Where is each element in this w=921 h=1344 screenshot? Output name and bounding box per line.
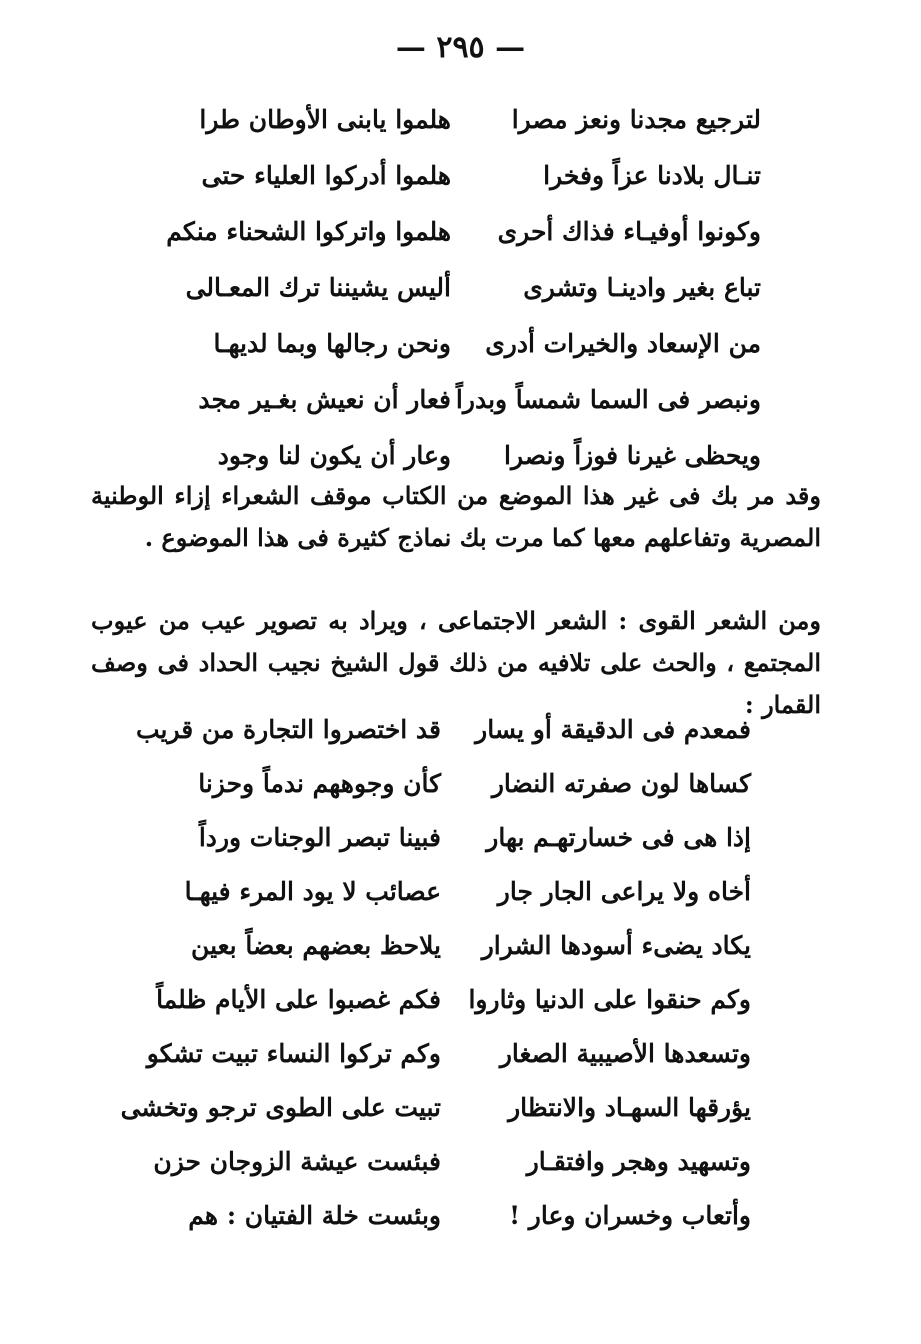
verse-second-hemistich: يكاد يضىء أسودها الشرار [481, 931, 751, 960]
verse-second-hemistich: لترجيع مجدنا ونعز مصرا [511, 105, 761, 134]
verse-first-hemistich: هلموا أدركوا العلياء حتى [201, 161, 451, 190]
verse-second-hemistich: كساها لون صفرته النضار [491, 769, 751, 798]
poem-verse [0, 980, 921, 1030]
verse-second-hemistich: وكونوا أوفيـاء فذاك أحرى [497, 217, 761, 246]
poem-verse [0, 268, 921, 318]
verse-first-hemistich: فبئست عيشة الزوجان حزن [153, 1147, 441, 1176]
verse-second-hemistich: وكم حنقوا على الدنيا وثاروا [468, 985, 751, 1014]
page-number: — ٢٩٥ — [395, 30, 526, 65]
poem-verse [0, 818, 921, 868]
verse-first-hemistich: تبيت على الطوى ترجو وتخشى [120, 1093, 441, 1122]
poem-verse [0, 156, 921, 206]
poem-verse [0, 380, 921, 430]
verse-first-hemistich: أليس يشيننا ترك المعـالى [185, 273, 451, 302]
poem-verse [0, 212, 921, 262]
verse-first-hemistich: وبئست خلة الفتيان : هم [188, 1201, 441, 1230]
poem-verse [0, 872, 921, 922]
poem-verse [0, 764, 921, 814]
verse-second-hemistich: ونبصر فى السما شمساً وبدراً [455, 385, 761, 414]
verse-second-hemistich: إذا هى فى خسارتهـم بهار [486, 823, 751, 852]
verse-first-hemistich: ونحن رجالها وبما لديهـا [213, 329, 451, 358]
verse-first-hemistich: فعار أن نعيش بغـير مجد [198, 385, 451, 414]
poem-verse [0, 926, 921, 976]
verse-first-hemistich: يلاحظ بعضهم بعضاً بعين [191, 931, 441, 960]
verse-second-hemistich: يؤرقها السهـاد والانتظار [508, 1093, 751, 1122]
poem-verse [0, 324, 921, 374]
verse-second-hemistich: وتسعدها الأصيبية الصغار [499, 1039, 751, 1068]
verse-first-hemistich: وعار أن يكون لنا وجود [217, 441, 451, 470]
poem-verse [0, 710, 921, 760]
verse-second-hemistich: من الإسعاد والخيرات أدرى [485, 329, 761, 358]
verse-second-hemistich: وأتعاب وخسران وعار ! [509, 1201, 751, 1230]
verse-first-hemistich: هلموا واتركوا الشحناء منكم [166, 217, 451, 246]
verse-first-hemistich: فكم غصبوا على الأيام ظلماً [156, 985, 441, 1014]
verse-first-hemistich: هلموا يابنى الأوطان طرا [199, 105, 451, 134]
poem-verse [0, 100, 921, 150]
poem-verse [0, 1088, 921, 1138]
poem-verse [0, 1142, 921, 1192]
verse-first-hemistich: فبينا تبصر الوجنات ورداً [198, 823, 441, 852]
poem-verse [0, 1196, 921, 1246]
poem-verse [0, 1034, 921, 1084]
verse-second-hemistich: تنـال بلادنا عزاً وفخرا [543, 161, 761, 190]
verse-first-hemistich: كأن وجوههم ندماً وحزنا [198, 769, 441, 798]
verse-first-hemistich: وكم تركوا النساء تبيت تشكو [146, 1039, 441, 1068]
verse-second-hemistich: فمعدم فى الدقيقة أو يسار [475, 715, 751, 744]
body-paragraph-2: ومن الشعر القوى : الشعر الاجتماعى ، ويراد به تصوير عيب من عيوب المجتمع ، والحث على تلافيه من ذلك قول الشيخ نجيب الحداد فى وصف القمار : [91, 606, 821, 719]
verse-second-hemistich: تباع بغير وادينـا وتشرى [523, 273, 761, 302]
verse-first-hemistich: عصائب لا يود المرء فيهـا [184, 877, 441, 906]
verse-second-hemistich: وتسهيد وهجر وافتقـار [526, 1147, 751, 1176]
body-paragraph-1: وقد مر بك فى غير هذا الموضع من الكتاب موقف الشعراء إزاء الوطنية المصرية وتفاعلهم معها كما مرت بك نماذج كثيرة فى هذا الموضوع . [91, 481, 821, 552]
verse-second-hemistich: ويحظى غيرنا فوزاً ونصرا [504, 441, 761, 470]
verse-second-hemistich: أخاه ولا يراعى الجار جار [497, 877, 751, 906]
verse-first-hemistich: قد اختصروا التجارة من قريب [135, 715, 441, 744]
